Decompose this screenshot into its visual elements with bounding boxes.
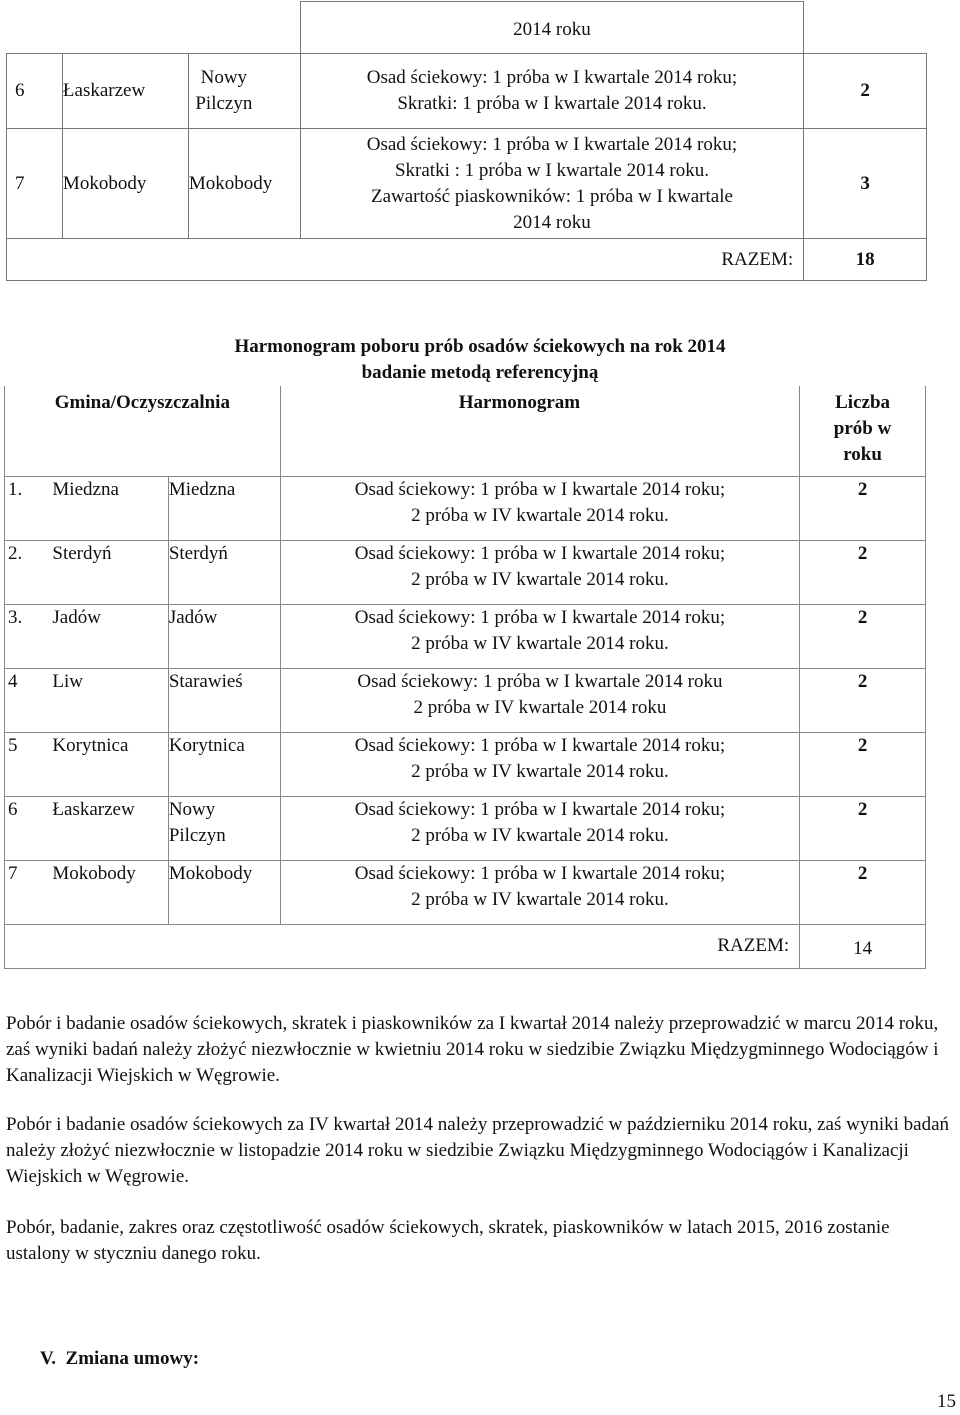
- section-title: [0, 334, 960, 386]
- harmonogram-line: Skratki : 1 próba w I kwartale 2014 roku.: [394, 159, 709, 181]
- count-cell: 2: [800, 476, 926, 540]
- total-value: 18: [804, 239, 927, 281]
- section-heading: V. Zmiana umowy:: [40, 1348, 200, 1369]
- table-row: [7, 129, 927, 239]
- oczyszczalnia-cell: Mokobody: [188, 129, 300, 239]
- total-label: RAZEM:: [5, 924, 800, 968]
- oczyszczalnia-label: Nowy Pilczyn: [168, 798, 226, 846]
- harmonogram-cell: [280, 476, 799, 540]
- table-row: [5, 796, 926, 860]
- header-row: [5, 386, 926, 476]
- liczba-header: [800, 386, 926, 476]
- row-number: 1.: [5, 476, 53, 540]
- harmonogram-line: Skratki: 1 próba w I kwartale 2014 roku.: [397, 93, 707, 114]
- paragraph: Pobór i badanie osadów ściekowych za IV kwartał 2014 należy przeprowadzić w październiku 2014 roku, zaś wyniki badań należy złożyć niezwłocznie w listopadzie 2014 roku w siedzibie Związku Międzygminnego Wodociągów i Kanalizacji Wiejskich w Węgrowie.: [6, 1114, 950, 1187]
- harmonogram-line: Osad ściekowy: 1 próba w I kwartale 2014 roku;: [354, 734, 726, 756]
- section-title-line: Harmonogram poboru prób osadów ściekowych na rok 2014: [234, 336, 726, 357]
- table-row: [7, 54, 927, 129]
- oczyszczalnia-cell: Korytnica: [168, 732, 280, 796]
- harmonogram-line: Osad ściekowy: 1 próba w I kwartale 2014 roku;: [354, 542, 726, 564]
- table-row: [5, 860, 926, 924]
- row-number: 2.: [5, 540, 53, 604]
- paragraph: Pobór, badanie, zakres oraz częstotliwość osadów ściekowych, skratek, piaskowników w latach 2015, 2016 zostanie ustalony w styczniu danego roku.: [6, 1217, 890, 1264]
- harmonogram-line: 2 próba w IV kwartale 2014 roku.: [411, 568, 669, 590]
- count-cell: 2: [800, 668, 926, 732]
- oczyszczalnia-cell: Mokobody: [168, 860, 280, 924]
- harmonogram-line: Osad ściekowy: 1 próba w I kwartale 2014 roku;: [354, 478, 726, 500]
- gmina-header: Gmina/Oczyszczalnia: [5, 386, 281, 476]
- oczyszczalnia-cell: Sterdyń: [168, 540, 280, 604]
- table-row: [5, 604, 926, 668]
- row-number: 5: [5, 732, 53, 796]
- header-cell: 2014 roku: [300, 2, 803, 54]
- harmonogram-line: Osad ściekowy: 1 próba w I kwartale 2014 roku;: [354, 606, 726, 628]
- row-number: 3.: [5, 604, 53, 668]
- harmonogram-line: 2014 roku: [513, 211, 591, 233]
- total-row: [5, 924, 926, 968]
- gmina-cell: Łaskarzew: [62, 54, 188, 129]
- harmonogram-line: 2 próba w IV kwartale 2014 roku.: [411, 888, 669, 910]
- top-schedule-table: [6, 1, 927, 281]
- liczba-header-line: Liczba: [835, 392, 891, 413]
- oczyszczalnia-label: Nowy Pilczyn: [195, 67, 253, 114]
- count-cell: 3: [804, 129, 927, 239]
- harmonogram-header: Harmonogram: [280, 386, 799, 476]
- harmonogram-line: 2 próba w IV kwartale 2014 roku.: [411, 504, 669, 526]
- table-row: [7, 2, 927, 54]
- oczyszczalnia-cell: Starawieś: [168, 668, 280, 732]
- count-cell: 2: [800, 604, 926, 668]
- total-row: [7, 239, 927, 281]
- harmonogram-line: Osad ściekowy: 1 próba w I kwartale 2014 roku;: [354, 862, 726, 884]
- harmonogram-line: Osad ściekowy: 1 próba w I kwartale 2014 roku;: [354, 798, 726, 820]
- oczyszczalnia-cell: Jadów: [168, 604, 280, 668]
- section-title-line: badanie metodą referencyjną: [361, 362, 599, 383]
- reference-schedule-table: [4, 386, 926, 969]
- page-number: 15: [937, 1391, 956, 1412]
- gmina-cell: Miedzna: [52, 476, 168, 540]
- harmonogram-cell: [280, 668, 799, 732]
- gmina-cell: Korytnica: [52, 732, 168, 796]
- harmonogram-line: 2 próba w IV kwartale 2014 roku.: [411, 760, 669, 782]
- harmonogram-line: 2 próba w IV kwartale 2014 roku.: [411, 632, 669, 654]
- count-cell: 2: [804, 54, 927, 129]
- table-row: [5, 732, 926, 796]
- harmonogram-line: Osad ściekowy: 1 próba w I kwartale 2014 roku;: [366, 67, 738, 88]
- row-number: 7: [7, 129, 63, 239]
- table-row: [5, 668, 926, 732]
- row-number: 7: [5, 860, 53, 924]
- table-row: [5, 540, 926, 604]
- oczyszczalnia-cell: [168, 796, 280, 860]
- harmonogram-cell: [280, 732, 799, 796]
- harmonogram-line: Osad ściekowy: 1 próba w I kwartale 2014 roku;: [366, 133, 738, 155]
- liczba-header-line: prób w: [833, 418, 892, 439]
- paragraph: Pobór i badanie osadów ściekowych, skratek i piaskowników za I kwartał 2014 należy przeprowadzić w marcu 2014 roku, zaś wyniki badań należy złożyć niezwłocznie w kwietniu 2014 roku w siedzibie Związku Międzygminnego Wodociągów i Kanalizacji Wiejskich w Węgrowie.: [6, 1013, 939, 1086]
- total-label: RAZEM:: [7, 239, 804, 281]
- total-value: 14: [800, 924, 926, 968]
- harmonogram-line: Zawartość piaskowników: 1 próba w I kwartale: [370, 185, 733, 207]
- gmina-cell: Mokobody: [62, 129, 188, 239]
- harmonogram-line: 2 próba w IV kwartale 2014 roku.: [411, 824, 669, 846]
- table-row: [5, 476, 926, 540]
- harmonogram-line: 2 próba w IV kwartale 2014 roku: [413, 696, 667, 718]
- gmina-cell: Sterdyń: [52, 540, 168, 604]
- gmina-cell: Liw: [52, 668, 168, 732]
- oczyszczalnia-cell: Miedzna: [168, 476, 280, 540]
- count-cell: 2: [800, 860, 926, 924]
- row-number: 6: [7, 54, 63, 129]
- oczyszczalnia-cell: [188, 54, 300, 129]
- count-cell: 2: [800, 732, 926, 796]
- row-number: 4: [5, 668, 53, 732]
- harmonogram-line: Osad ściekowy: 1 próba w I kwartale 2014 roku: [357, 670, 723, 692]
- gmina-cell: Mokobody: [52, 860, 168, 924]
- gmina-cell: Łaskarzew: [52, 796, 168, 860]
- harmonogram-cell: [280, 604, 799, 668]
- harmonogram-cell: [300, 54, 803, 129]
- liczba-header-line: roku: [843, 444, 882, 465]
- gmina-cell: Jadów: [52, 604, 168, 668]
- harmonogram-cell: [280, 860, 799, 924]
- harmonogram-cell: [280, 540, 799, 604]
- row-number: 6: [5, 796, 53, 860]
- count-cell: 2: [800, 796, 926, 860]
- harmonogram-cell: [280, 796, 799, 860]
- harmonogram-cell: [300, 129, 803, 239]
- count-cell: 2: [800, 540, 926, 604]
